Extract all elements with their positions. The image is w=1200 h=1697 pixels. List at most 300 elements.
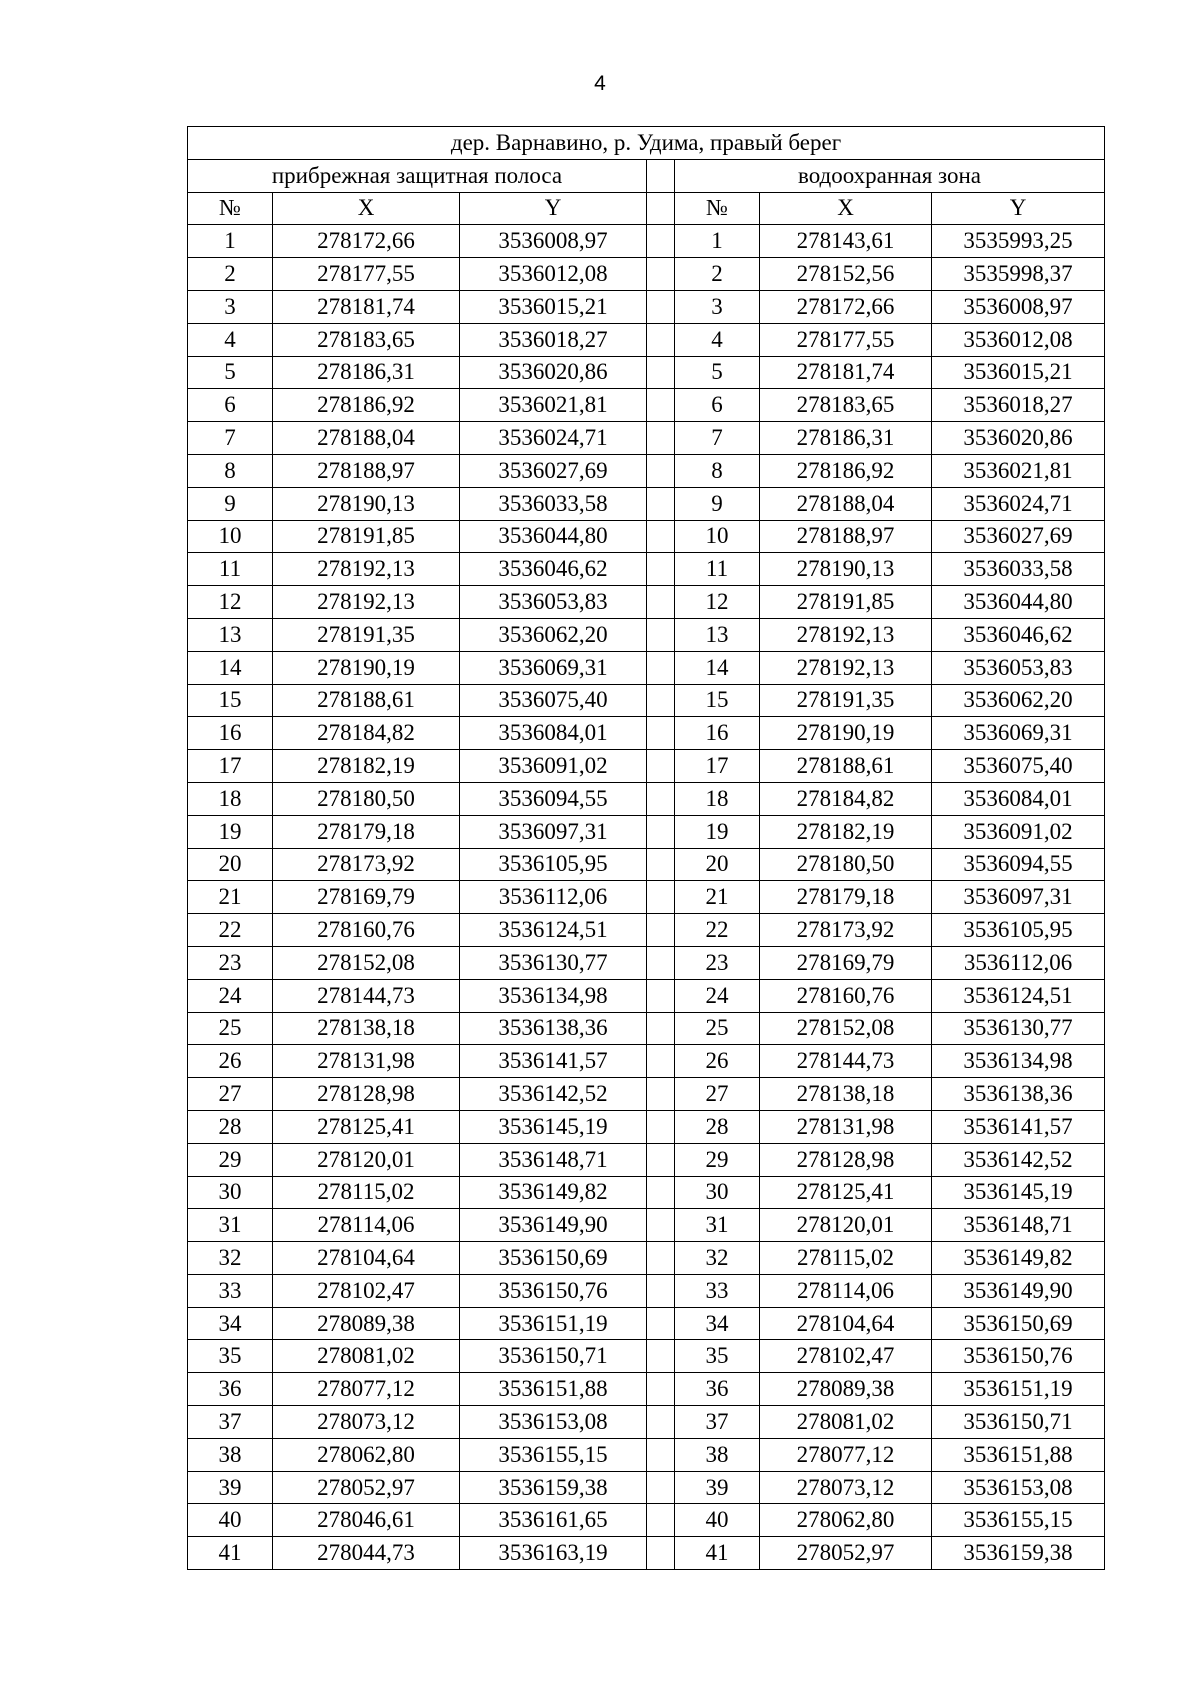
right-section-header: водоохранная зона	[675, 159, 1105, 192]
right-x-value: 278173,92	[760, 914, 932, 947]
right-x-value: 278190,19	[760, 717, 932, 750]
right-point-number: 40	[675, 1504, 760, 1537]
right-y-value: 3536024,71	[932, 487, 1105, 520]
left-point-number: 36	[188, 1373, 273, 1406]
right-x-value: 278192,13	[760, 651, 932, 684]
column-gap	[647, 1438, 675, 1471]
right-point-number: 2	[675, 258, 760, 291]
right-x-value: 278089,38	[760, 1373, 932, 1406]
column-gap	[647, 1373, 675, 1406]
right-point-number: 4	[675, 323, 760, 356]
table-row	[188, 651, 1105, 684]
right-y-value: 3536151,88	[932, 1438, 1105, 1471]
column-gap	[647, 1242, 675, 1275]
left-x-value: 278131,98	[273, 1045, 460, 1078]
column-gap	[647, 1176, 675, 1209]
right-y-value: 3536150,71	[932, 1406, 1105, 1439]
left-x-value: 278182,19	[273, 750, 460, 783]
right-y-value: 3536012,08	[932, 323, 1105, 356]
left-y-value: 3536142,52	[460, 1078, 647, 1111]
left-point-number: 8	[188, 454, 273, 487]
right-y-value: 3536124,51	[932, 979, 1105, 1012]
left-y-value: 3536151,88	[460, 1373, 647, 1406]
right-point-number: 11	[675, 553, 760, 586]
column-gap	[647, 290, 675, 323]
column-gap	[647, 356, 675, 389]
left-y-value: 3536150,69	[460, 1242, 647, 1275]
left-y-value: 3536105,95	[460, 848, 647, 881]
right-point-number: 30	[675, 1176, 760, 1209]
column-gap	[647, 881, 675, 914]
table-row	[188, 1143, 1105, 1176]
right-point-number: 5	[675, 356, 760, 389]
left-point-number: 1	[188, 225, 273, 258]
left-point-number: 28	[188, 1110, 273, 1143]
column-gap	[647, 1340, 675, 1373]
right-x-value: 278191,35	[760, 684, 932, 717]
table-row	[188, 750, 1105, 783]
left-point-number: 27	[188, 1078, 273, 1111]
right-y-value: 3536027,69	[932, 520, 1105, 553]
column-gap	[647, 914, 675, 947]
column-gap	[647, 323, 675, 356]
right-x-header: X	[760, 192, 932, 225]
right-y-value: 3536091,02	[932, 815, 1105, 848]
right-point-number: 26	[675, 1045, 760, 1078]
left-x-value: 278188,04	[273, 422, 460, 455]
right-point-number: 10	[675, 520, 760, 553]
right-point-number: 18	[675, 782, 760, 815]
right-x-value: 278143,61	[760, 225, 932, 258]
left-x-value: 278128,98	[273, 1078, 460, 1111]
right-y-value: 3536062,20	[932, 684, 1105, 717]
column-gap	[647, 1078, 675, 1111]
column-gap	[647, 553, 675, 586]
left-y-value: 3536062,20	[460, 618, 647, 651]
column-gap	[647, 454, 675, 487]
left-point-number: 39	[188, 1471, 273, 1504]
left-number-header: №	[188, 192, 273, 225]
right-y-value: 3536142,52	[932, 1143, 1105, 1176]
left-point-number: 10	[188, 520, 273, 553]
left-point-number: 17	[188, 750, 273, 783]
left-y-value: 3536075,40	[460, 684, 647, 717]
table-row	[188, 848, 1105, 881]
right-x-value: 278192,13	[760, 618, 932, 651]
left-x-value: 278184,82	[273, 717, 460, 750]
right-x-value: 278186,92	[760, 454, 932, 487]
right-y-value: 3536153,08	[932, 1471, 1105, 1504]
right-point-number: 29	[675, 1143, 760, 1176]
left-y-value: 3536150,76	[460, 1274, 647, 1307]
table-row	[188, 815, 1105, 848]
right-y-value: 3536112,06	[932, 946, 1105, 979]
left-point-number: 19	[188, 815, 273, 848]
column-gap	[647, 159, 675, 192]
right-y-value: 3536046,62	[932, 618, 1105, 651]
right-point-number: 9	[675, 487, 760, 520]
left-point-number: 3	[188, 290, 273, 323]
right-x-value: 278191,85	[760, 586, 932, 619]
left-x-value: 278177,55	[273, 258, 460, 291]
left-y-value: 3536027,69	[460, 454, 647, 487]
table-row	[188, 1110, 1105, 1143]
right-point-number: 24	[675, 979, 760, 1012]
left-x-value: 278173,92	[273, 848, 460, 881]
right-point-number: 41	[675, 1537, 760, 1570]
left-section-header: прибрежная защитная полоса	[188, 159, 647, 192]
right-y-value: 3536149,90	[932, 1274, 1105, 1307]
right-x-value: 278152,08	[760, 1012, 932, 1045]
left-x-value: 278188,97	[273, 454, 460, 487]
left-y-value: 3536020,86	[460, 356, 647, 389]
right-x-value: 278177,55	[760, 323, 932, 356]
table-row	[188, 1438, 1105, 1471]
right-x-value: 278131,98	[760, 1110, 932, 1143]
left-x-value: 278191,35	[273, 618, 460, 651]
right-point-number: 27	[675, 1078, 760, 1111]
right-y-value: 3536053,83	[932, 651, 1105, 684]
left-x-value: 278077,12	[273, 1373, 460, 1406]
right-point-number: 38	[675, 1438, 760, 1471]
column-gap	[647, 1274, 675, 1307]
column-gap	[647, 651, 675, 684]
right-y-value: 3536021,81	[932, 454, 1105, 487]
left-point-number: 23	[188, 946, 273, 979]
table-row	[188, 323, 1105, 356]
table-row	[188, 618, 1105, 651]
column-gap	[647, 1537, 675, 1570]
table-row	[188, 586, 1105, 619]
right-x-value: 278125,41	[760, 1176, 932, 1209]
right-y-value: 3536155,15	[932, 1504, 1105, 1537]
left-x-value: 278104,64	[273, 1242, 460, 1275]
right-x-value: 278081,02	[760, 1406, 932, 1439]
left-y-value: 3536024,71	[460, 422, 647, 455]
left-x-value: 278089,38	[273, 1307, 460, 1340]
table-row	[188, 520, 1105, 553]
right-x-value: 278190,13	[760, 553, 932, 586]
left-y-value: 3536138,36	[460, 1012, 647, 1045]
right-y-value: 3536150,69	[932, 1307, 1105, 1340]
left-x-value: 278186,31	[273, 356, 460, 389]
left-x-value: 278102,47	[273, 1274, 460, 1307]
right-point-number: 37	[675, 1406, 760, 1439]
section-row	[188, 159, 1105, 192]
right-point-number: 28	[675, 1110, 760, 1143]
left-y-value: 3536046,62	[460, 553, 647, 586]
right-point-number: 13	[675, 618, 760, 651]
table-row	[188, 1373, 1105, 1406]
left-y-value: 3536018,27	[460, 323, 647, 356]
table-row	[188, 225, 1105, 258]
table-row	[188, 782, 1105, 815]
left-x-value: 278190,19	[273, 651, 460, 684]
right-x-value: 278188,61	[760, 750, 932, 783]
right-point-number: 32	[675, 1242, 760, 1275]
column-gap	[647, 192, 675, 225]
column-gap	[647, 1012, 675, 1045]
left-point-number: 4	[188, 323, 273, 356]
left-point-number: 21	[188, 881, 273, 914]
right-y-value: 3535998,37	[932, 258, 1105, 291]
right-x-value: 278182,19	[760, 815, 932, 848]
table-row	[188, 1307, 1105, 1340]
table-title: дер. Варнавино, р. Удима, правый берег	[188, 127, 1105, 160]
right-y-value: 3536134,98	[932, 1045, 1105, 1078]
left-point-number: 29	[188, 1143, 273, 1176]
right-y-value: 3536094,55	[932, 848, 1105, 881]
column-gap	[647, 782, 675, 815]
right-point-number: 17	[675, 750, 760, 783]
left-point-number: 32	[188, 1242, 273, 1275]
left-y-value: 3536130,77	[460, 946, 647, 979]
table-row	[188, 258, 1105, 291]
left-y-value: 3536149,90	[460, 1209, 647, 1242]
table-row	[188, 946, 1105, 979]
left-y-value: 3536141,57	[460, 1045, 647, 1078]
left-y-header: Y	[460, 192, 647, 225]
left-point-number: 13	[188, 618, 273, 651]
left-point-number: 12	[188, 586, 273, 619]
right-y-value: 3536105,95	[932, 914, 1105, 947]
left-point-number: 16	[188, 717, 273, 750]
left-x-value: 278160,76	[273, 914, 460, 947]
left-y-value: 3536124,51	[460, 914, 647, 947]
table-row	[188, 1176, 1105, 1209]
right-y-value: 3536018,27	[932, 389, 1105, 422]
left-x-value: 278114,06	[273, 1209, 460, 1242]
right-x-value: 278152,56	[760, 258, 932, 291]
left-x-value: 278144,73	[273, 979, 460, 1012]
left-x-value: 278191,85	[273, 520, 460, 553]
right-x-value: 278115,02	[760, 1242, 932, 1275]
left-point-number: 31	[188, 1209, 273, 1242]
right-y-value: 3536138,36	[932, 1078, 1105, 1111]
right-y-value: 3536097,31	[932, 881, 1105, 914]
left-point-number: 5	[188, 356, 273, 389]
right-point-number: 3	[675, 290, 760, 323]
title-row	[188, 127, 1105, 160]
table-row	[188, 290, 1105, 323]
left-point-number: 22	[188, 914, 273, 947]
column-gap	[647, 717, 675, 750]
column-gap	[647, 618, 675, 651]
column-gap	[647, 1045, 675, 1078]
left-x-value: 278125,41	[273, 1110, 460, 1143]
table-row	[188, 1242, 1105, 1275]
table-row	[188, 717, 1105, 750]
column-gap	[647, 520, 675, 553]
left-point-number: 30	[188, 1176, 273, 1209]
column-gap	[647, 225, 675, 258]
right-x-value: 278102,47	[760, 1340, 932, 1373]
right-x-value: 278138,18	[760, 1078, 932, 1111]
right-x-value: 278181,74	[760, 356, 932, 389]
left-point-number: 33	[188, 1274, 273, 1307]
left-point-number: 41	[188, 1537, 273, 1570]
left-x-value: 278062,80	[273, 1438, 460, 1471]
right-y-value: 3536075,40	[932, 750, 1105, 783]
column-gap	[647, 1209, 675, 1242]
right-y-value: 3536151,19	[932, 1373, 1105, 1406]
coordinates-table	[187, 126, 1105, 1570]
right-point-number: 23	[675, 946, 760, 979]
table-body	[188, 225, 1105, 1570]
right-x-value: 278183,65	[760, 389, 932, 422]
left-y-value: 3536148,71	[460, 1143, 647, 1176]
right-y-value: 3536149,82	[932, 1242, 1105, 1275]
column-gap	[647, 389, 675, 422]
right-x-value: 278073,12	[760, 1471, 932, 1504]
right-point-number: 34	[675, 1307, 760, 1340]
left-y-value: 3536155,15	[460, 1438, 647, 1471]
right-point-number: 25	[675, 1012, 760, 1045]
right-x-value: 278160,76	[760, 979, 932, 1012]
left-point-number: 35	[188, 1340, 273, 1373]
table-row	[188, 422, 1105, 455]
right-point-number: 21	[675, 881, 760, 914]
left-y-value: 3536134,98	[460, 979, 647, 1012]
column-gap	[647, 946, 675, 979]
left-point-number: 2	[188, 258, 273, 291]
table-row	[188, 1406, 1105, 1439]
column-header-row	[188, 192, 1105, 225]
table-row	[188, 1274, 1105, 1307]
left-y-value: 3536044,80	[460, 520, 647, 553]
right-y-value: 3536008,97	[932, 290, 1105, 323]
left-y-value: 3536021,81	[460, 389, 647, 422]
right-x-value: 278120,01	[760, 1209, 932, 1242]
left-point-number: 38	[188, 1438, 273, 1471]
left-point-number: 15	[188, 684, 273, 717]
left-x-value: 278192,13	[273, 586, 460, 619]
column-gap	[647, 1504, 675, 1537]
right-y-header: Y	[932, 192, 1105, 225]
right-x-value: 278104,64	[760, 1307, 932, 1340]
left-x-value: 278181,74	[273, 290, 460, 323]
right-point-number: 20	[675, 848, 760, 881]
right-y-value: 3536069,31	[932, 717, 1105, 750]
right-y-value: 3536150,76	[932, 1340, 1105, 1373]
left-x-value: 278081,02	[273, 1340, 460, 1373]
right-point-number: 1	[675, 225, 760, 258]
left-x-value: 278052,97	[273, 1471, 460, 1504]
right-y-value: 3536141,57	[932, 1110, 1105, 1143]
column-gap	[647, 487, 675, 520]
column-gap	[647, 750, 675, 783]
right-x-value: 278186,31	[760, 422, 932, 455]
page-number: 4	[594, 72, 606, 95]
left-y-value: 3536163,19	[460, 1537, 647, 1570]
right-x-value: 278188,97	[760, 520, 932, 553]
right-y-value: 3536044,80	[932, 586, 1105, 619]
left-y-value: 3536161,65	[460, 1504, 647, 1537]
right-y-value: 3536145,19	[932, 1176, 1105, 1209]
left-point-number: 14	[188, 651, 273, 684]
right-y-value: 3535993,25	[932, 225, 1105, 258]
right-y-value: 3536084,01	[932, 782, 1105, 815]
left-point-number: 9	[188, 487, 273, 520]
left-x-value: 278183,65	[273, 323, 460, 356]
left-y-value: 3536159,38	[460, 1471, 647, 1504]
left-point-number: 18	[188, 782, 273, 815]
right-x-value: 278169,79	[760, 946, 932, 979]
table-row	[188, 454, 1105, 487]
table-row	[188, 914, 1105, 947]
right-y-value: 3536015,21	[932, 356, 1105, 389]
right-point-number: 31	[675, 1209, 760, 1242]
left-x-value: 278152,08	[273, 946, 460, 979]
right-point-number: 8	[675, 454, 760, 487]
column-gap	[647, 848, 675, 881]
table-row	[188, 1537, 1105, 1570]
left-y-value: 3536008,97	[460, 225, 647, 258]
right-point-number: 19	[675, 815, 760, 848]
left-point-number: 37	[188, 1406, 273, 1439]
left-y-value: 3536151,19	[460, 1307, 647, 1340]
table-row	[188, 356, 1105, 389]
left-point-number: 25	[188, 1012, 273, 1045]
table-row	[188, 684, 1105, 717]
right-y-value: 3536033,58	[932, 553, 1105, 586]
left-y-value: 3536069,31	[460, 651, 647, 684]
left-x-value: 278180,50	[273, 782, 460, 815]
left-x-value: 278046,61	[273, 1504, 460, 1537]
left-x-value: 278115,02	[273, 1176, 460, 1209]
left-y-value: 3536091,02	[460, 750, 647, 783]
left-y-value: 3536015,21	[460, 290, 647, 323]
left-x-value: 278169,79	[273, 881, 460, 914]
left-y-value: 3536145,19	[460, 1110, 647, 1143]
table-row	[188, 1471, 1105, 1504]
left-x-value: 278044,73	[273, 1537, 460, 1570]
column-gap	[647, 422, 675, 455]
right-y-value: 3536159,38	[932, 1537, 1105, 1570]
table-row	[188, 979, 1105, 1012]
right-x-value: 278062,80	[760, 1504, 932, 1537]
left-y-value: 3536150,71	[460, 1340, 647, 1373]
left-point-number: 24	[188, 979, 273, 1012]
right-point-number: 16	[675, 717, 760, 750]
right-point-number: 12	[675, 586, 760, 619]
left-x-value: 278138,18	[273, 1012, 460, 1045]
right-point-number: 35	[675, 1340, 760, 1373]
right-point-number: 14	[675, 651, 760, 684]
right-y-value: 3536130,77	[932, 1012, 1105, 1045]
column-gap	[647, 979, 675, 1012]
right-point-number: 39	[675, 1471, 760, 1504]
left-y-value: 3536149,82	[460, 1176, 647, 1209]
right-point-number: 7	[675, 422, 760, 455]
right-point-number: 22	[675, 914, 760, 947]
left-y-value: 3536012,08	[460, 258, 647, 291]
right-x-value: 278188,04	[760, 487, 932, 520]
right-x-value: 278172,66	[760, 290, 932, 323]
right-x-value: 278052,97	[760, 1537, 932, 1570]
left-x-value: 278192,13	[273, 553, 460, 586]
left-point-number: 11	[188, 553, 273, 586]
left-y-value: 3536084,01	[460, 717, 647, 750]
right-x-value: 278114,06	[760, 1274, 932, 1307]
left-point-number: 34	[188, 1307, 273, 1340]
right-point-number: 6	[675, 389, 760, 422]
table-row	[188, 881, 1105, 914]
column-gap	[647, 258, 675, 291]
left-point-number: 26	[188, 1045, 273, 1078]
right-x-value: 278180,50	[760, 848, 932, 881]
left-x-value: 278188,61	[273, 684, 460, 717]
